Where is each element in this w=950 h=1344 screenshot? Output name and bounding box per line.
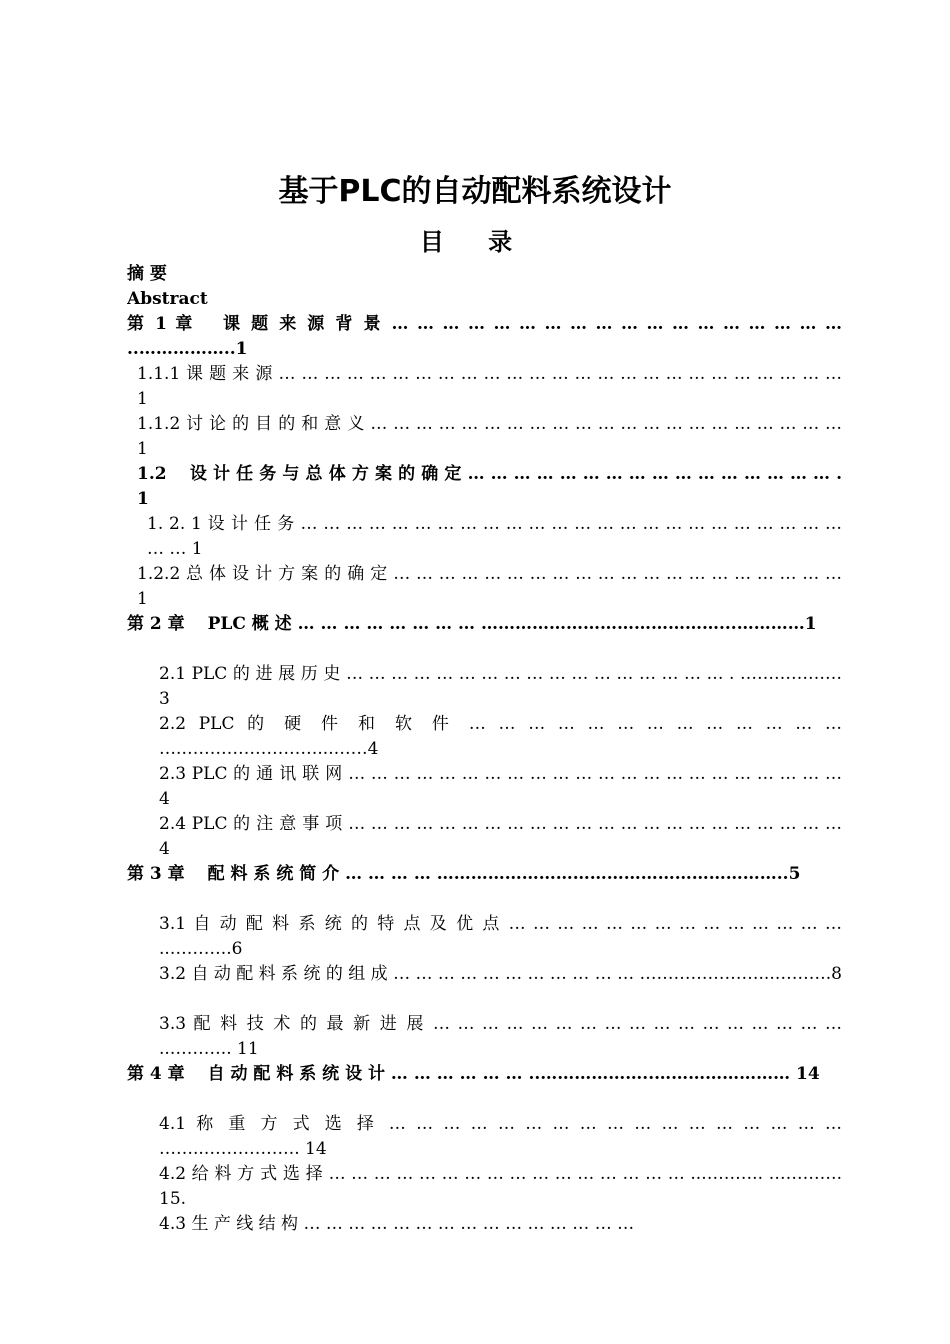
table-of-contents [127,262,842,1237]
toc-entry-4-3[interactable]: 4.3 生 产 线 结 构 … … … … … … … … … … … … … … … [159,1214,635,1234]
toc-entry-chapter-2[interactable]: 第 2 章 PLC 概 述 … … … … … … … … ……………………………………...…………1 [127,614,817,634]
toc-heading: 目 录 [419,228,531,256]
toc-entry-chapter-1[interactable]: 第 1 章 课 题 来 源 背 景 … … … … … … … … … … … … … … … … … … ..……………..1 [127,314,842,359]
toc-entry-3-1[interactable]: 3.1 自 动 配 料 系 统 的 特 点 及 优 点 … … … … … … … … … … … … … … ..………..6 [159,914,842,959]
toc-entry-4-1[interactable]: 4.1 称 重 方 式 选 择 … … … … … … … … … … … … … … … … … ……..…………….. 14 [159,1114,842,1159]
toc-entry-2-1[interactable]: 2.1 PLC 的 进 展 历 史 … … … … … … … … … … … … … … … … … . ………………3 [159,664,842,709]
toc-entry-3-2[interactable]: 3.2 自 动 配 料 系 统 的 组 成 … … … … … … … … … … … …………………...……….8 [159,964,842,984]
toc-entry-2-3[interactable]: 2.3 PLC 的 通 讯 联 网 … … … … … … … … … … … … … … … … … … … … … … 4 [159,764,842,809]
toc-entry-abstract-en[interactable]: Abstract [127,289,208,309]
toc-entry-1-2-2[interactable]: 1.2.2 总 体 设 计 方 案 的 确 定 … … … … … … … … … … … … … … … … … … … … 1 [137,564,842,609]
toc-entry-chapter-4[interactable]: 第 4 章 自 动 配 料 系 统 设 计 … … … … … … ..………………..…………………… 14 [127,1064,820,1084]
toc-entry-4-2[interactable]: 4.2 给 料 方 式 选 择 … … … … … … … … … … … … … … … … ..……….. ………….15. [159,1164,842,1209]
toc-entry-1-2[interactable]: 1.2 设 计 任 务 与 总 体 方 案 的 确 定 … … … … … … … … … … … … … … … … .1 [137,464,842,509]
toc-entry-2-4[interactable]: 2.4 PLC 的 注 意 事 项 … … … … … … … … … … … … … … … … … … … … … … 4 [159,814,842,859]
toc-entry-chapter-3[interactable]: 第 3 章 配 料 系 统 简 介 … … … … ……………………………………………………..5 [127,864,801,884]
toc-entry-2-2[interactable]: 2.2 PLC 的 硬 件 和 软 件 … … … … … … … … … … … … … ….……………………...……4 [159,714,842,759]
toc-entry-1-1-2[interactable]: 1.1.2 讨 论 的 目 的 和 意 义 … … … … … … … … … … … … … … … … … … … … … 1 [137,414,842,459]
document-title: 基于PLC的自动配料系统设计 [278,174,672,209]
toc-entry-1-1-1[interactable]: 1.1.1 课 题 来 源 … … … … … … … … … … … … … … … … … … … … … … … … … 1 [137,364,842,409]
toc-entry-abstract-cn[interactable]: 摘 要 [127,264,167,284]
toc-entry-3-3[interactable]: 3.3 配 料 技 术 的 最 新 进 展 … … … … … … … … … … … … … … … … … ..……….. 11 [159,1014,842,1059]
toc-entry-1-2-1[interactable]: 1. 2. 1 设 计 任 务 … … … … … … … … … … … … … … … … … … … … … … … … … … 1 [147,514,842,559]
